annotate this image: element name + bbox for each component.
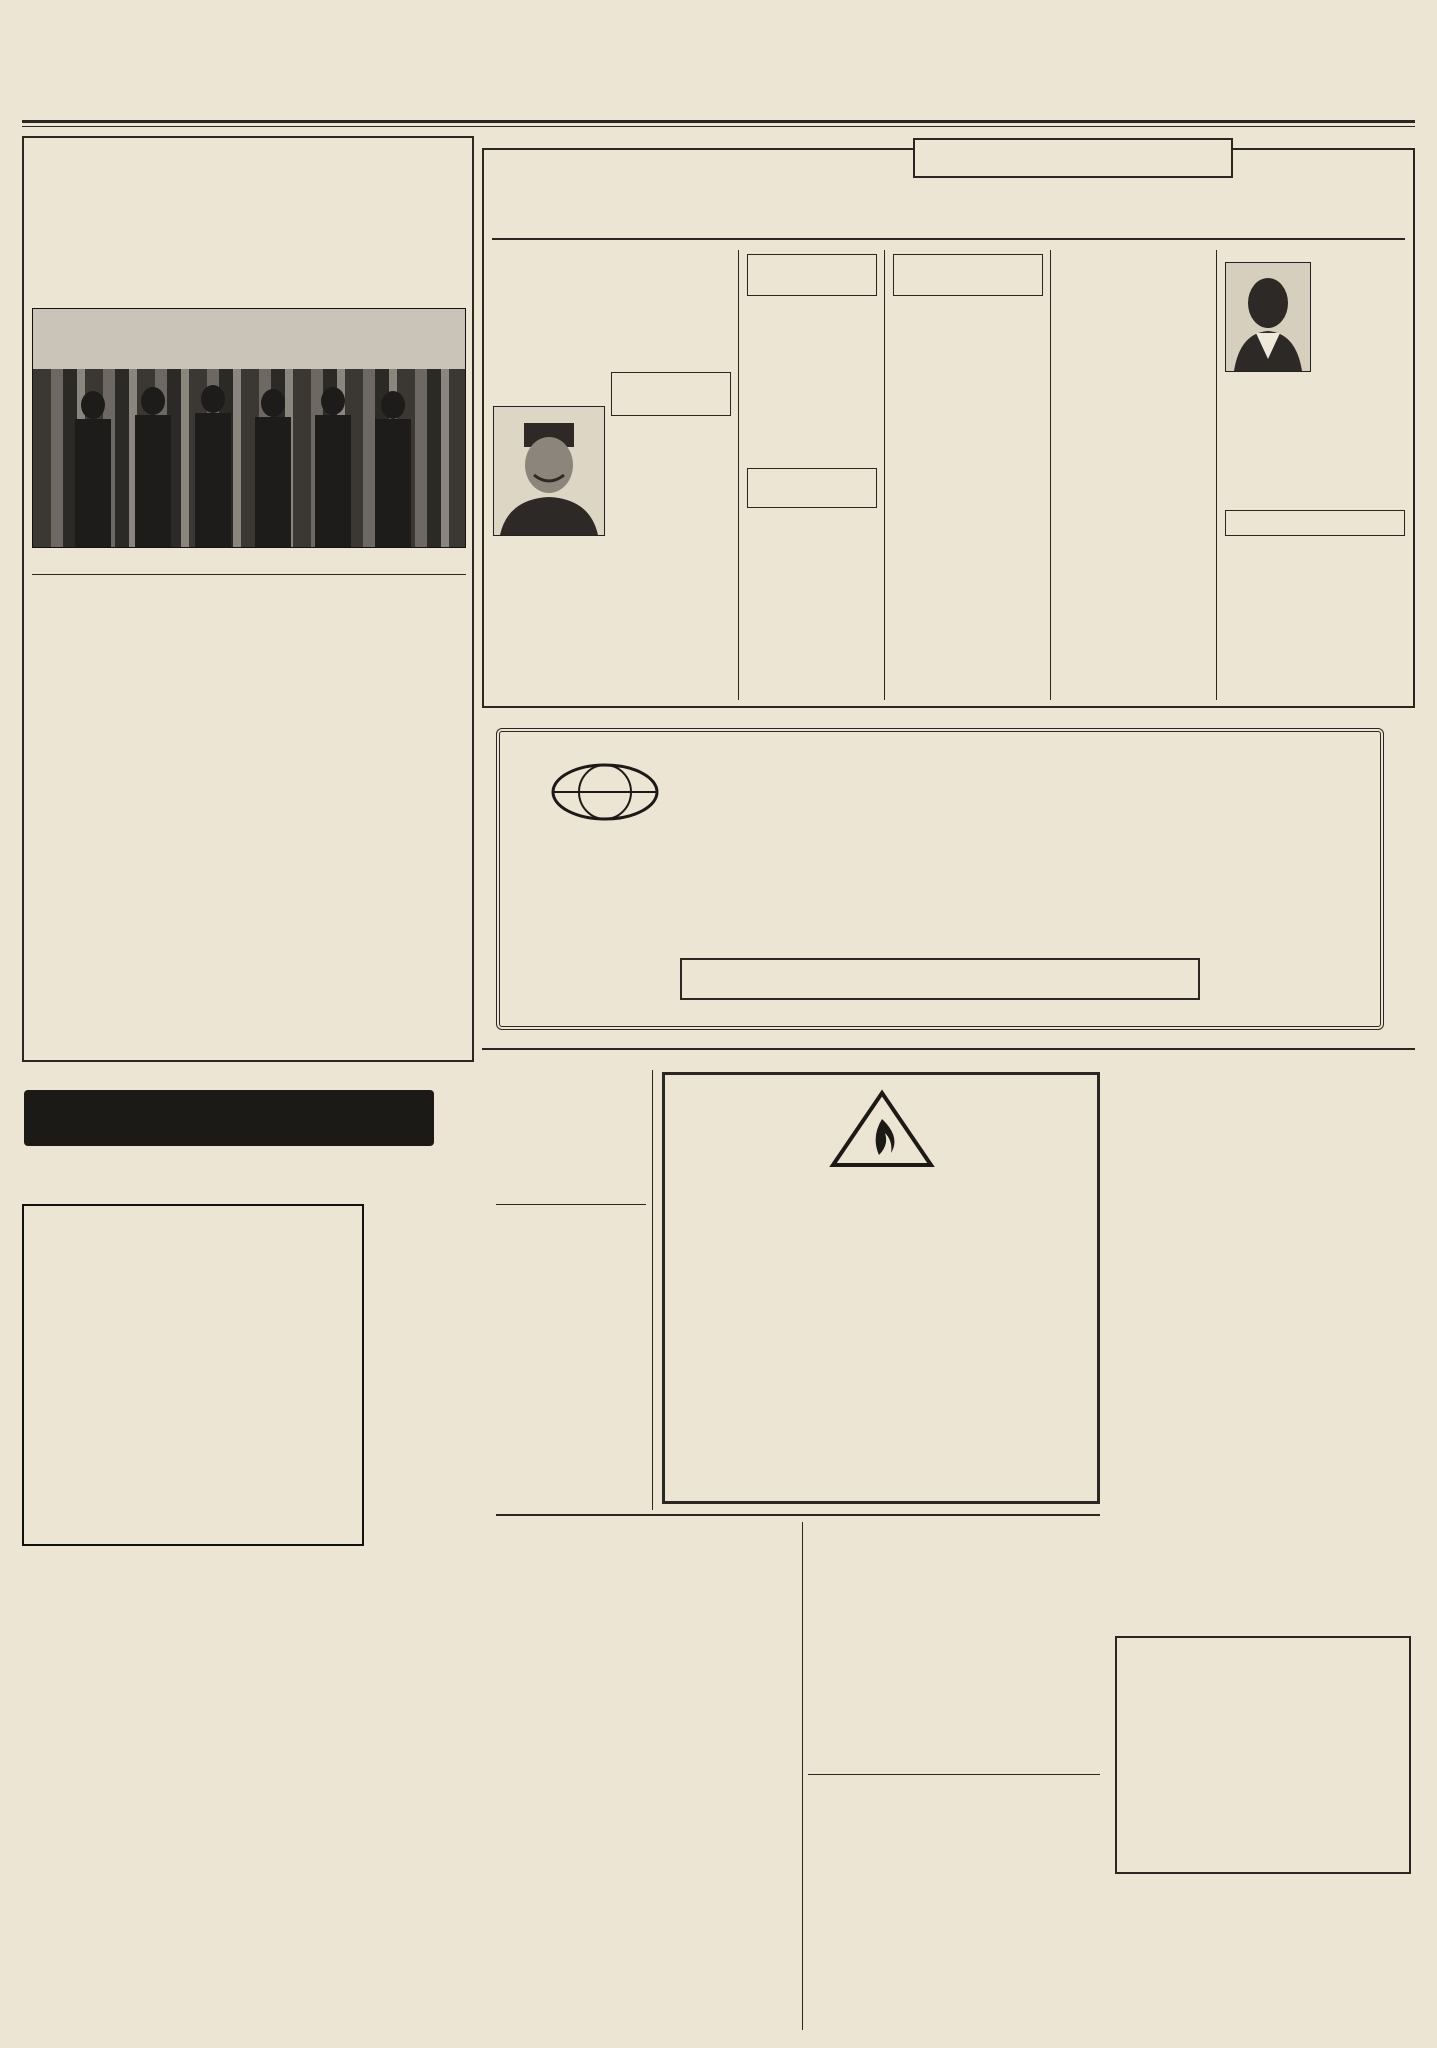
masthead-rule-thin [22,126,1415,127]
caption-rule [32,574,466,575]
feature-body1 [256,582,464,782]
crossword-top-numbers [22,1180,364,1202]
main-story [482,148,1415,708]
portrait-davar [493,406,605,536]
globe-logo-icon [550,762,660,822]
col-divider [1216,250,1217,700]
oil-ad-intro [673,1215,1087,1263]
story-col2 [1059,250,1209,500]
feature-photo [32,308,466,548]
col-divider [738,250,739,700]
ad-divider [496,1204,646,1205]
col-divider [652,1070,653,1510]
tender-body [496,1254,646,1454]
oil-ad [662,1072,1100,1504]
school-ad [496,728,1384,1030]
down-clues [254,1574,474,1874]
story-col5-cont [611,422,731,702]
insurance-footer-text [1115,1886,1411,2026]
insurance-form-items [1115,1354,1411,1522]
masthead [22,58,1415,118]
bank-body [808,1548,1100,1728]
oil-ad-jobs [673,1267,1087,1299]
subhead-league [747,468,877,508]
feature-body3 [256,790,464,1050]
oil-flame-logo [827,1089,937,1169]
col-divider [1050,250,1051,700]
ad-divider [808,1774,1100,1775]
story-col2-cont [1059,506,1209,702]
subhead-intervention [893,254,1043,296]
feature-body4 [30,894,246,1034]
insurance-body [1115,1162,1411,1330]
solution-text-cont [22,1832,244,2022]
form-fields [1123,1666,1401,1846]
insurance-ad [1108,1070,1415,2030]
section-rule [496,1514,1100,1516]
section-rule [482,1048,1415,1050]
col-divider [802,1522,803,2030]
story-col4 [747,302,877,462]
across-clues [394,1220,474,1550]
headline-rule [492,238,1405,240]
subhead-travel [611,372,731,416]
solution-text [254,1898,474,2018]
ad-dates-box [680,958,1200,1000]
clinic-body [496,1096,646,1196]
subhead-negotiations [747,254,877,296]
insurance-notice-body [808,1782,1100,1972]
story-col4-cont [747,514,877,702]
col-divider [884,250,885,700]
story-col1 [1319,262,1405,292]
story-col1-cont [1225,542,1405,702]
ministry-body [496,1568,796,1868]
crossword-side-numbers [368,1204,388,1546]
masthead-rule [22,120,1415,123]
crossword-grid [22,1204,364,1546]
crossword-title [24,1090,434,1146]
oil-ad-footer [673,1425,1087,1499]
flame-triangle-icon [827,1089,937,1169]
portrait-figure-icon [1226,263,1310,371]
down-clues-cont [22,1556,244,1826]
story-col3 [893,302,1043,702]
feature-body2 [30,582,246,862]
crossword [22,1068,474,2030]
bank-notice [808,1522,1100,2030]
portrait-figure-icon [494,407,604,535]
ad-logo [550,762,660,822]
oil-ad-conditions [673,1303,1087,1421]
ministry-body2 [496,1874,796,1994]
story-col1-text [1225,378,1405,503]
small-ads [496,1070,646,1510]
story-col5 [611,256,731,366]
kicker-box [913,138,1233,178]
portrait-shahrestani [1225,262,1311,372]
subhead-right-1 [1225,510,1405,536]
ministry-notice [496,1522,796,2030]
insurance-form [1115,1636,1411,1874]
group-photo-figures [33,309,465,547]
left-feature [22,136,474,1062]
